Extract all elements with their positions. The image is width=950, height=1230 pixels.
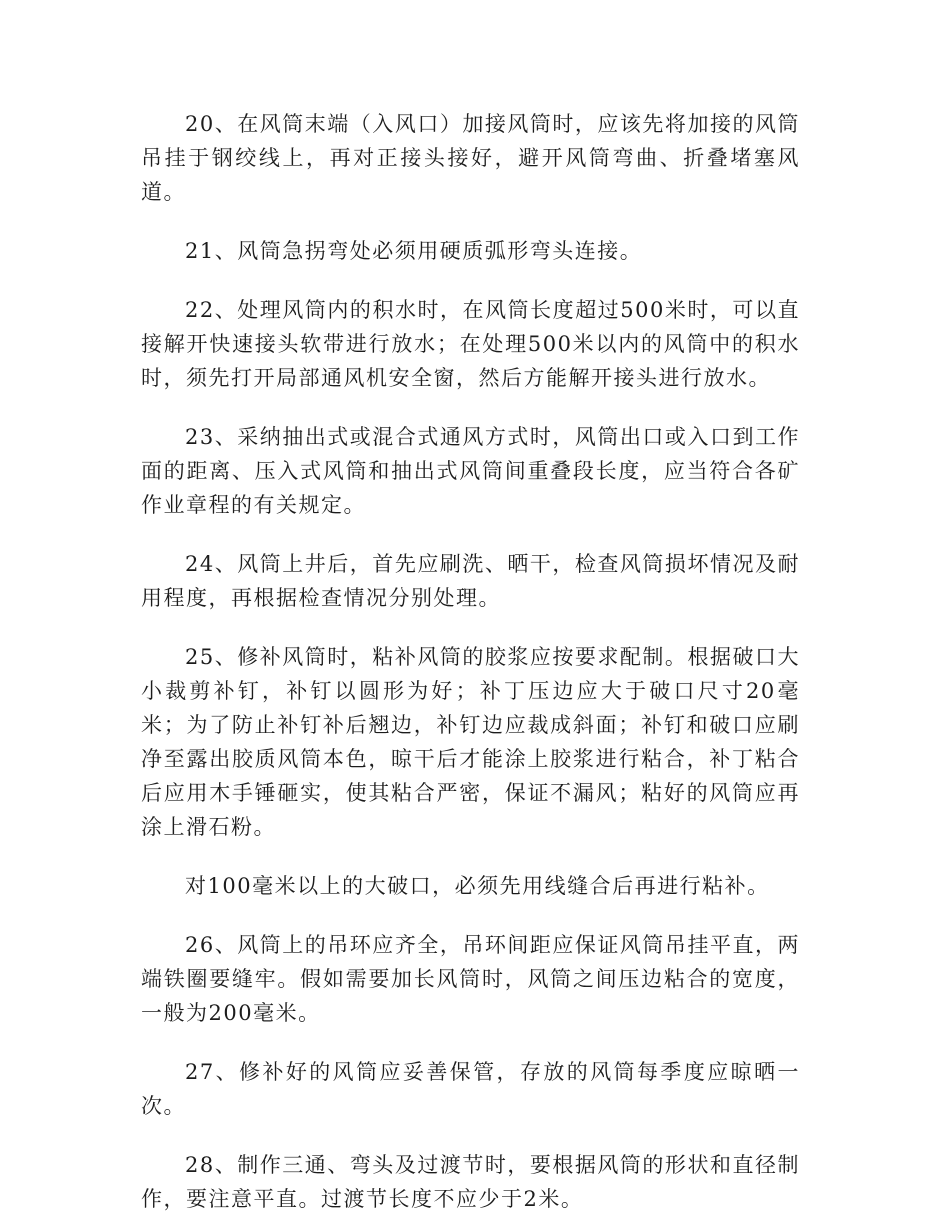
paragraph-25: 25、修补风筒时，粘补风筒的胶浆应按要求配制。根据破口大小裁剪补钉，补钉以圆形为好；补丁压边应大于破口尺寸20毫米；为了防止补钉补后翘边，补钉边应裁成斜面；补钉和破口应刷净至露出胶质风筒本色，晾干后才能涂上胶浆进行粘合，补丁粘合后应用木手锤砸实，使其粘合严密，保证不漏风；粘好的风筒应再涂上滑石粉。 [141,645,800,839]
paragraph-23: 23、采纳抽出式或混合式通风方式时，风筒出口或入口到工作面的距离、压入式风筒和抽出式风筒间重叠段长度，应当符合各矿作业章程的有关规定。 [141,425,800,517]
paragraph-27: 27、修补好的风筒应妥善保管，存放的风筒每季度应晾晒一次。 [141,1060,800,1118]
paragraph-20: 20、在风筒末端（入风口）加接风筒时，应该先将加接的风筒吊挂于钢绞线上，再对正接头接好，避开风筒弯曲、折叠堵塞风道。 [141,112,800,204]
paragraph-21: 21、风筒急拐弯处必须用硬质弧形弯头连接。 [185,239,643,263]
paragraph-28: 28、制作三通、弯头及过渡节时，要根据风筒的形状和直径制作，要注意平直。过渡节长度不应少于2米。 [141,1153,800,1211]
paragraph-22: 22、处理风筒内的积水时，在风筒长度超过500米时，可以直接解开快速接头软带进行放水；在处理500米以内的风筒中的积水时，须先打开局部通风机安全窗，然后方能解开接头进行放水。 [141,298,800,390]
paragraph-26: 26、风筒上的吊环应齐全，吊环间距应保证风筒吊挂平直，两端铁圈要缝牢。假如需要加长风筒时，风筒之间压边粘合的宽度，一般为200毫米。 [141,933,800,1025]
paragraph-25-note: 对100毫米以上的大破口，必须先用线缝合后再进行粘补。 [185,874,770,898]
paragraph-24: 24、风筒上井后，首先应刷洗、晒干，检查风筒损坏情况及耐用程度，再根据检查情况分别处理。 [141,552,800,610]
